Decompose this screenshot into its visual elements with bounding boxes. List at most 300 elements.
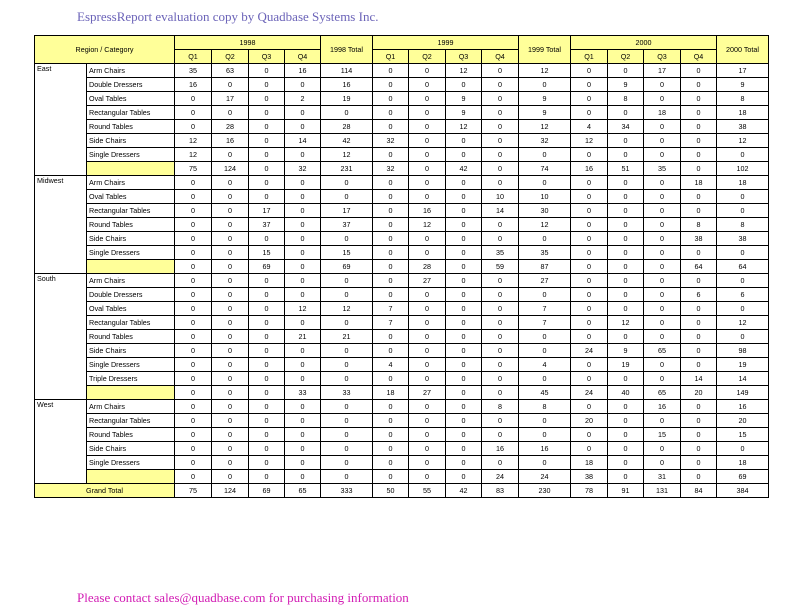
table-row (35, 176, 769, 190)
table-row (35, 218, 769, 232)
value-cell: 0 (681, 106, 717, 120)
value-cell: 0 (608, 302, 644, 316)
table-row (35, 344, 769, 358)
year-total-cell: 15 (717, 428, 769, 442)
value-cell: 0 (285, 78, 321, 92)
value-cell: 0 (373, 414, 409, 428)
grand-total-cell: 124 (212, 484, 249, 498)
value-cell: 0 (373, 442, 409, 456)
value-cell: 27 (409, 274, 446, 288)
value-cell: 0 (409, 92, 446, 106)
value-cell: 24 (571, 344, 608, 358)
subtotal-cell: 24 (482, 470, 519, 484)
value-cell: 0 (409, 302, 446, 316)
subtotal-cell: 0 (373, 260, 409, 274)
value-cell: 0 (608, 428, 644, 442)
year-total-cell: 16 (717, 400, 769, 414)
value-cell: 9 (446, 92, 482, 106)
value-cell: 0 (681, 344, 717, 358)
value-cell: 0 (249, 148, 285, 162)
value-cell: 0 (409, 358, 446, 372)
value-cell: 0 (608, 64, 644, 78)
subtotal-cell: 0 (373, 470, 409, 484)
subtotal-cell: 69 (717, 470, 769, 484)
value-cell: 0 (249, 414, 285, 428)
value-cell: 0 (409, 190, 446, 204)
value-cell: 0 (175, 358, 212, 372)
region-label: Midwest (35, 176, 87, 274)
year-total-cell: 4 (519, 358, 571, 372)
value-cell: 0 (644, 204, 681, 218)
year-header: 1999 (373, 36, 519, 50)
value-cell: 0 (571, 246, 608, 260)
year-total-cell: 0 (321, 344, 373, 358)
value-cell: 0 (175, 288, 212, 302)
year-total-cell: 7 (519, 302, 571, 316)
table-row (35, 400, 769, 414)
evaluation-watermark: EspressReport evaluation copy by Quadbase Systems Inc. (77, 9, 379, 24)
value-cell: 0 (175, 344, 212, 358)
value-cell: 0 (446, 330, 482, 344)
value-cell: 0 (285, 400, 321, 414)
value-cell: 0 (644, 246, 681, 260)
year-total-cell: 28 (321, 120, 373, 134)
table-row (35, 64, 769, 78)
year-total-cell: 17 (321, 204, 373, 218)
year-total-cell: 0 (717, 274, 769, 288)
year-total-cell: 21 (321, 330, 373, 344)
value-cell: 0 (249, 64, 285, 78)
value-cell: 0 (175, 218, 212, 232)
value-cell: 0 (571, 64, 608, 78)
value-cell: 0 (644, 148, 681, 162)
year-total-cell: 38 (717, 232, 769, 246)
value-cell: 0 (409, 330, 446, 344)
value-cell: 18 (644, 106, 681, 120)
grand-total-cell: 230 (519, 484, 571, 498)
region-category-header: Region / Category (35, 36, 175, 64)
value-cell: 0 (373, 78, 409, 92)
value-cell: 0 (249, 428, 285, 442)
value-cell: 0 (446, 190, 482, 204)
value-cell: 0 (482, 64, 519, 78)
value-cell: 0 (482, 218, 519, 232)
value-cell: 0 (681, 246, 717, 260)
value-cell: 0 (409, 134, 446, 148)
year-total-cell: 0 (321, 400, 373, 414)
value-cell: 12 (175, 148, 212, 162)
table-row (35, 78, 769, 92)
purchase-contact-notice: Please contact sales@quadbase.com for purchasing information (77, 590, 409, 605)
value-cell: 0 (608, 190, 644, 204)
value-cell: 0 (644, 302, 681, 316)
year-total-cell: 20 (717, 414, 769, 428)
subtotal-cell: 0 (409, 470, 446, 484)
value-cell: 35 (482, 246, 519, 260)
value-cell: 2 (285, 92, 321, 106)
subtotal-cell: 0 (571, 260, 608, 274)
value-cell: 0 (681, 316, 717, 330)
value-cell: 0 (212, 316, 249, 330)
year-total-cell: 27 (519, 274, 571, 288)
year-total-cell: 0 (519, 414, 571, 428)
quarter-header: Q3 (644, 50, 681, 64)
subtotal-cell: 0 (285, 260, 321, 274)
subtotal-cell: 0 (285, 470, 321, 484)
value-cell: 0 (285, 232, 321, 246)
subtotal-label (87, 260, 175, 274)
value-cell: 0 (681, 400, 717, 414)
value-cell: 0 (285, 428, 321, 442)
region-label: East (35, 64, 87, 176)
value-cell: 0 (249, 120, 285, 134)
year-total-cell: 16 (321, 78, 373, 92)
category-label: Rectangular Tables (87, 204, 175, 218)
value-cell: 0 (212, 176, 249, 190)
year-total-cell: 0 (717, 302, 769, 316)
grand-total-cell: 75 (175, 484, 212, 498)
value-cell: 0 (644, 358, 681, 372)
value-cell: 0 (212, 288, 249, 302)
year-total-cell: 0 (519, 288, 571, 302)
quarter-header: Q1 (175, 50, 212, 64)
table-row (35, 134, 769, 148)
value-cell: 0 (482, 148, 519, 162)
grand-total-cell: 69 (249, 484, 285, 498)
value-cell: 9 (446, 106, 482, 120)
value-cell: 0 (212, 330, 249, 344)
year-total-cell: 0 (519, 344, 571, 358)
year-total-cell: 7 (519, 316, 571, 330)
value-cell: 0 (644, 442, 681, 456)
table-row (35, 204, 769, 218)
year-total-cell: 0 (519, 456, 571, 470)
year-total-cell: 35 (519, 246, 571, 260)
value-cell: 0 (482, 134, 519, 148)
value-cell: 0 (571, 176, 608, 190)
value-cell: 10 (482, 190, 519, 204)
value-cell: 17 (644, 64, 681, 78)
value-cell: 0 (409, 316, 446, 330)
value-cell: 16 (212, 134, 249, 148)
value-cell: 0 (482, 92, 519, 106)
value-cell: 0 (681, 302, 717, 316)
value-cell: 0 (285, 148, 321, 162)
subtotal-cell: 0 (175, 470, 212, 484)
value-cell: 0 (446, 246, 482, 260)
value-cell: 12 (446, 120, 482, 134)
value-cell: 9 (608, 344, 644, 358)
value-cell: 0 (644, 456, 681, 470)
subtotal-cell: 0 (608, 470, 644, 484)
table-row (35, 428, 769, 442)
subtotal-label (87, 386, 175, 400)
region-label: South (35, 274, 87, 400)
value-cell: 0 (175, 400, 212, 414)
category-label: Single Dressers (87, 456, 175, 470)
category-label: Arm Chairs (87, 176, 175, 190)
value-cell: 0 (644, 78, 681, 92)
subtotal-cell: 32 (373, 162, 409, 176)
value-cell: 0 (409, 414, 446, 428)
subtotal-label (87, 162, 175, 176)
value-cell: 0 (212, 428, 249, 442)
value-cell: 0 (446, 442, 482, 456)
quarter-header: Q1 (373, 50, 409, 64)
year-total-cell: 12 (321, 148, 373, 162)
category-label: Oval Tables (87, 92, 175, 106)
value-cell: 18 (571, 456, 608, 470)
subtotal-cell: 0 (644, 260, 681, 274)
category-label: Arm Chairs (87, 64, 175, 78)
table-row (35, 414, 769, 428)
value-cell: 0 (681, 64, 717, 78)
value-cell: 0 (446, 288, 482, 302)
category-label: Arm Chairs (87, 274, 175, 288)
subtotal-cell: 0 (212, 470, 249, 484)
subtotal-cell: 20 (681, 386, 717, 400)
value-cell: 0 (285, 274, 321, 288)
subtotal-cell: 40 (608, 386, 644, 400)
year-total-cell: 16 (519, 442, 571, 456)
value-cell: 0 (446, 302, 482, 316)
value-cell: 0 (571, 148, 608, 162)
value-cell: 38 (681, 232, 717, 246)
value-cell: 0 (446, 148, 482, 162)
value-cell: 0 (571, 92, 608, 106)
value-cell: 0 (571, 316, 608, 330)
value-cell: 0 (175, 456, 212, 470)
value-cell: 0 (446, 78, 482, 92)
value-cell: 0 (175, 330, 212, 344)
value-cell: 0 (571, 190, 608, 204)
value-cell: 0 (446, 316, 482, 330)
value-cell: 0 (373, 372, 409, 386)
grand-total-cell: 65 (285, 484, 321, 498)
value-cell: 0 (681, 134, 717, 148)
table-row (35, 232, 769, 246)
grand-total-cell: 42 (446, 484, 482, 498)
value-cell: 12 (285, 302, 321, 316)
year-total-cell: 0 (717, 442, 769, 456)
value-cell: 0 (608, 176, 644, 190)
category-label: Side Chairs (87, 232, 175, 246)
value-cell: 0 (482, 316, 519, 330)
year-total-cell: 0 (519, 78, 571, 92)
value-cell: 0 (482, 106, 519, 120)
value-cell: 34 (608, 120, 644, 134)
value-cell: 6 (681, 288, 717, 302)
value-cell: 7 (373, 316, 409, 330)
subtotal-row (35, 162, 769, 176)
value-cell: 0 (644, 288, 681, 302)
table-row (35, 106, 769, 120)
value-cell: 0 (482, 288, 519, 302)
value-cell: 0 (409, 372, 446, 386)
value-cell: 0 (644, 92, 681, 106)
subtotal-cell: 0 (249, 470, 285, 484)
value-cell: 0 (175, 302, 212, 316)
year-total-cell: 0 (321, 442, 373, 456)
value-cell: 0 (249, 302, 285, 316)
value-cell: 0 (285, 344, 321, 358)
subtotal-cell: 16 (571, 162, 608, 176)
value-cell: 0 (409, 456, 446, 470)
subtotal-cell: 0 (608, 260, 644, 274)
value-cell: 0 (644, 372, 681, 386)
value-cell: 0 (285, 106, 321, 120)
value-cell: 0 (409, 120, 446, 134)
value-cell: 0 (175, 442, 212, 456)
value-cell: 0 (482, 232, 519, 246)
value-cell: 0 (571, 106, 608, 120)
year-total-cell: 0 (321, 106, 373, 120)
value-cell: 0 (373, 428, 409, 442)
year-total-cell: 9 (519, 92, 571, 106)
value-cell: 0 (482, 456, 519, 470)
value-cell: 0 (681, 330, 717, 344)
value-cell: 0 (373, 190, 409, 204)
year-total-cell: 9 (519, 106, 571, 120)
value-cell: 0 (212, 246, 249, 260)
value-cell: 0 (608, 148, 644, 162)
table-row (35, 120, 769, 134)
grand-total-cell: 91 (608, 484, 644, 498)
value-cell: 0 (212, 456, 249, 470)
value-cell: 0 (644, 274, 681, 288)
value-cell: 0 (482, 302, 519, 316)
year-total-cell: 0 (321, 428, 373, 442)
value-cell: 0 (409, 148, 446, 162)
year-total-cell: 38 (717, 120, 769, 134)
value-cell: 0 (249, 92, 285, 106)
subtotal-cell: 0 (212, 386, 249, 400)
year-total-cell: 98 (717, 344, 769, 358)
year-total-cell: 0 (321, 274, 373, 288)
value-cell: 0 (285, 372, 321, 386)
value-cell: 0 (571, 232, 608, 246)
value-cell: 0 (409, 400, 446, 414)
table-row (35, 442, 769, 456)
value-cell: 0 (175, 274, 212, 288)
year-total-cell: 12 (717, 134, 769, 148)
value-cell: 0 (681, 190, 717, 204)
table-row (35, 330, 769, 344)
value-cell: 4 (373, 358, 409, 372)
value-cell: 0 (571, 372, 608, 386)
value-cell: 15 (644, 428, 681, 442)
value-cell: 0 (285, 442, 321, 456)
value-cell: 0 (285, 190, 321, 204)
table-row (35, 316, 769, 330)
value-cell: 0 (212, 218, 249, 232)
year-total-cell: 0 (321, 316, 373, 330)
value-cell: 0 (249, 232, 285, 246)
year-total-cell: 114 (321, 64, 373, 78)
year-total-cell: 10 (519, 190, 571, 204)
value-cell: 0 (212, 358, 249, 372)
value-cell: 0 (482, 330, 519, 344)
value-cell: 16 (482, 442, 519, 456)
subtotal-row (35, 386, 769, 400)
value-cell: 0 (212, 204, 249, 218)
year-total-cell: 0 (519, 148, 571, 162)
year-total-cell: 17 (717, 64, 769, 78)
subtotal-cell: 0 (321, 470, 373, 484)
year-total-cell: 0 (321, 456, 373, 470)
year-total-cell: 32 (519, 134, 571, 148)
subtotal-cell: 149 (717, 386, 769, 400)
value-cell: 0 (608, 372, 644, 386)
subtotal-cell: 0 (482, 386, 519, 400)
value-cell: 0 (212, 148, 249, 162)
value-cell: 0 (175, 428, 212, 442)
grand-total-cell: 333 (321, 484, 373, 498)
year-total-header: 2000 Total (717, 36, 769, 64)
grand-total-cell: 384 (717, 484, 769, 498)
subtotal-cell: 0 (249, 162, 285, 176)
value-cell: 0 (608, 442, 644, 456)
subtotal-cell: 0 (446, 470, 482, 484)
value-cell: 0 (249, 288, 285, 302)
value-cell: 16 (409, 204, 446, 218)
year-total-cell: 0 (321, 176, 373, 190)
grand-total-cell: 50 (373, 484, 409, 498)
value-cell: 0 (644, 176, 681, 190)
year-total-cell: 19 (321, 92, 373, 106)
value-cell: 0 (249, 106, 285, 120)
year-header: 2000 (571, 36, 717, 50)
value-cell: 0 (446, 274, 482, 288)
table-row (35, 372, 769, 386)
value-cell: 0 (285, 176, 321, 190)
value-cell: 0 (409, 288, 446, 302)
value-cell: 0 (681, 92, 717, 106)
subtotal-cell: 69 (321, 260, 373, 274)
value-cell: 0 (644, 330, 681, 344)
category-label: Rectangular Tables (87, 316, 175, 330)
subtotal-cell: 35 (644, 162, 681, 176)
value-cell: 12 (175, 134, 212, 148)
value-cell: 0 (175, 106, 212, 120)
value-cell: 0 (681, 358, 717, 372)
year-total-cell: 8 (717, 218, 769, 232)
year-total-cell: 0 (321, 232, 373, 246)
year-total-cell: 8 (519, 400, 571, 414)
value-cell: 0 (571, 288, 608, 302)
value-cell: 0 (571, 428, 608, 442)
value-cell: 0 (644, 316, 681, 330)
value-cell: 8 (681, 218, 717, 232)
value-cell: 9 (608, 78, 644, 92)
subtotal-cell: 24 (571, 386, 608, 400)
value-cell: 0 (608, 204, 644, 218)
category-label: Side Chairs (87, 442, 175, 456)
subtotal-label (87, 470, 175, 484)
year-total-cell: 30 (519, 204, 571, 218)
subtotal-row (35, 470, 769, 484)
value-cell: 0 (608, 414, 644, 428)
value-cell: 7 (373, 302, 409, 316)
quarter-header: Q3 (249, 50, 285, 64)
value-cell: 0 (482, 176, 519, 190)
category-label: Rectangular Tables (87, 106, 175, 120)
year-total-header: 1999 Total (519, 36, 571, 64)
value-cell: 0 (482, 414, 519, 428)
table-row (35, 358, 769, 372)
value-cell: 0 (373, 400, 409, 414)
year-total-cell: 0 (519, 176, 571, 190)
